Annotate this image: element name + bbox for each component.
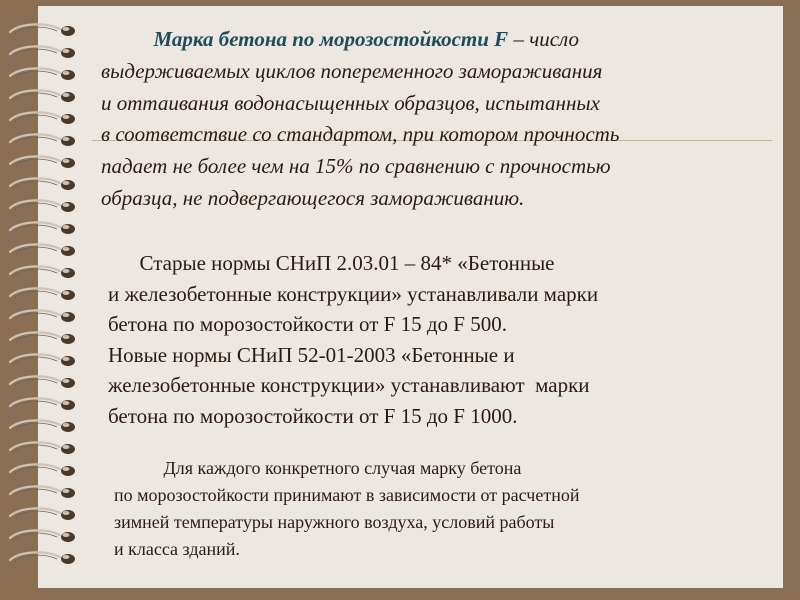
spiral-ring-icon [10, 200, 75, 212]
norms-paragraph [108, 248, 598, 431]
selection-line: Для каждого конкретного случая марку бетона [114, 458, 522, 478]
spiral-ring-icon [10, 486, 75, 498]
definition-line: в соответствие со стандартом, при котором прочность [101, 122, 620, 147]
norms-line: бетона по морозостойкости от F 15 до F 1000. [108, 403, 518, 428]
spiral-ring-icon [10, 46, 75, 58]
norms-line: бетона по морозостойкости от F 15 до F 500. [108, 312, 507, 336]
spiral-ring-icon [10, 178, 75, 190]
definition-line: образца, не подвергающегося замораживанию. [101, 185, 525, 210]
spiral-ring-icon [10, 464, 75, 476]
selection-line: по морозостойкости принимают в зависимости от расчетной [114, 485, 580, 505]
norms-line: железобетонные конструкции» устанавливают марки [108, 373, 590, 397]
definition-line [101, 24, 619, 56]
spiral-ring-icon [10, 156, 75, 168]
spiral-ring-icon [10, 332, 75, 344]
spiral-ring-icon [10, 288, 75, 300]
definition-paragraph [101, 24, 619, 215]
spiral-ring-icon [10, 24, 75, 36]
norms-line: и железобетонные конструкции» устанавливали марки [108, 281, 599, 306]
norms-line: Старые нормы СНиП 2.03.01 – 84* «Бетонные [108, 251, 555, 275]
spiral-ring-icon [10, 68, 75, 80]
spiral-ring-icon [10, 244, 75, 256]
spiral-ring-icon [10, 508, 75, 520]
spiral-ring-icon [10, 420, 75, 432]
selection-paragraph [114, 455, 579, 563]
norms-line: Новые нормы СНиП 52-01-2003 «Бетонные и [108, 342, 515, 367]
spiral-ring-icon [10, 376, 75, 388]
definition-term: Марка бетона по морозостойкости F [153, 27, 509, 51]
selection-line: зимней температуры наружного воздуха, условий работы [114, 512, 555, 532]
definition-line: выдерживаемых циклов попеременного замораживания [101, 58, 603, 83]
spiral-ring-icon [10, 134, 75, 146]
spiral-ring-icon [10, 222, 75, 234]
spiral-ring-icon [10, 552, 75, 564]
spiral-ring-icon [10, 90, 75, 102]
spiral-ring-icon [10, 398, 75, 410]
selection-line: и класса зданий. [114, 539, 240, 559]
spiral-ring-icon [10, 310, 75, 322]
spiral-ring-icon [10, 354, 75, 366]
definition-line: падает не более чем на 15% по сравнению с прочностью [101, 154, 611, 179]
spiral-ring-icon [10, 442, 75, 454]
definition-line-rest: – число [508, 27, 579, 51]
spiral-ring-icon [10, 530, 75, 542]
definition-line: и оттаивания водонасыщенных образцов, испытанных [101, 90, 600, 115]
spiral-ring-icon [10, 266, 75, 278]
spiral-ring-icon [10, 112, 75, 124]
